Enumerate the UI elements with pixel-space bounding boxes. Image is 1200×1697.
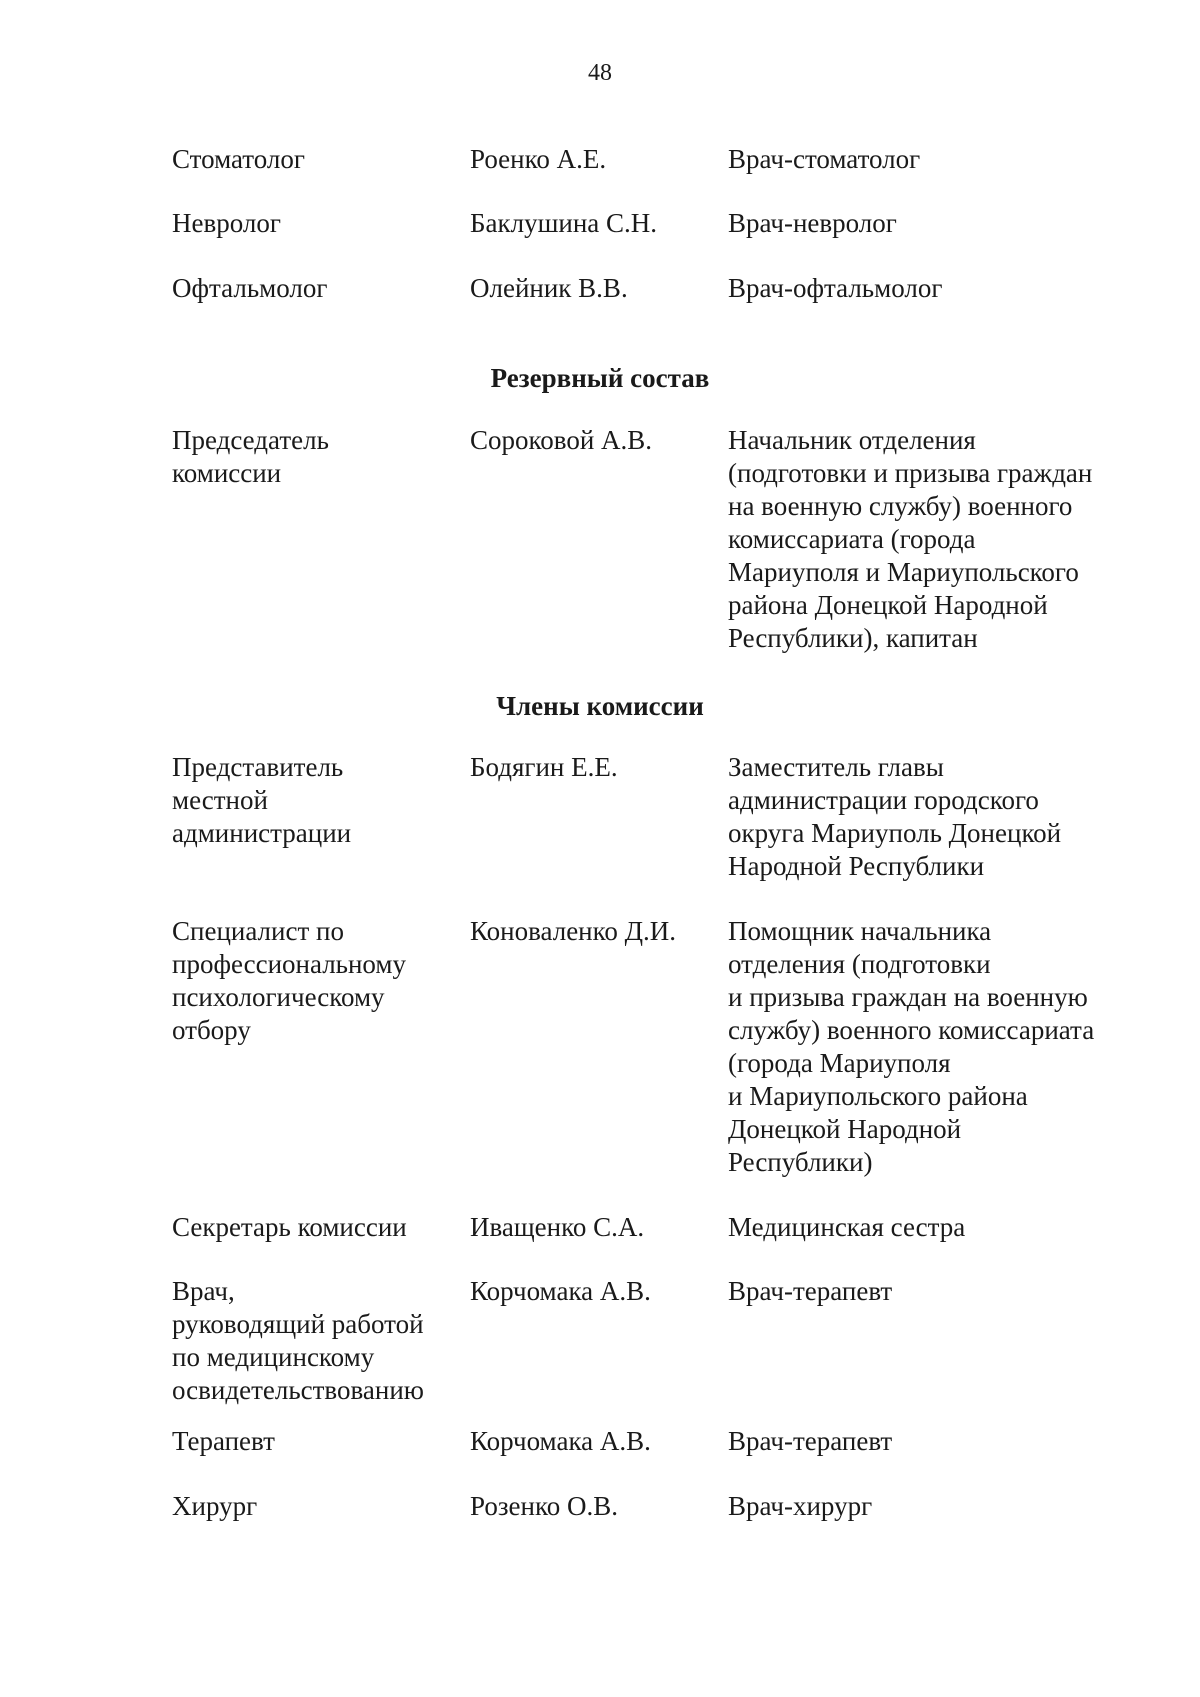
role-cell: Офтальмолог	[172, 273, 328, 303]
role-cell: Невролог	[172, 208, 281, 238]
name-cell: Корчомака А.В.	[470, 1426, 651, 1456]
name-cell: Сороковой А.В.	[470, 425, 653, 455]
position-cell: Врач-невролог	[728, 208, 897, 238]
name-cell: Иващенко С.А.	[470, 1212, 645, 1242]
position-cell: Врач-офтальмолог	[728, 273, 943, 303]
page-number: 48	[588, 60, 612, 86]
name-cell: Розенко О.В.	[470, 1491, 618, 1521]
name-cell: Олейник В.В.	[470, 273, 628, 303]
position-cell: Врач-хирург	[728, 1491, 873, 1521]
name-cell: Корчомака А.В.	[470, 1276, 651, 1306]
name-cell: Бодягин Е.Е.	[470, 752, 618, 782]
role-cell: Врач, руководящий работой по медицинскому освидетельствованию	[172, 1276, 424, 1405]
position-cell: Помощник начальника отделения (подготовки и призыва граждан на военную службу) военного комиссариата (города Мариуполя и Мариупольского района Донецкой Народной Республики)	[728, 916, 1095, 1177]
position-cell: Врач-терапевт	[728, 1276, 893, 1306]
role-cell: Терапевт	[172, 1426, 275, 1456]
position-cell: Заместитель главы администрации городского округа Мариуполь Донецкой Народной Республики	[728, 752, 1062, 881]
section-heading-members: Члены комиссии	[496, 691, 704, 721]
position-cell: Начальник отделения (подготовки и призыва граждан на военную службу) военного комиссариата (города Мариуполя и Мариупольского района Донецкой Народной Республики), капитан	[728, 425, 1093, 653]
role-cell: Председатель комиссии	[172, 425, 329, 488]
role-cell: Представитель местной администрации	[172, 752, 352, 848]
name-cell: Баклушина С.Н.	[470, 208, 658, 238]
position-cell: Врач-терапевт	[728, 1426, 893, 1456]
role-cell: Хирург	[172, 1491, 258, 1521]
name-cell: Коноваленко Д.И.	[470, 916, 677, 946]
section-heading-reserve: Резервный состав	[490, 363, 710, 393]
position-cell: Медицинская сестра	[728, 1212, 966, 1242]
role-cell: Стоматолог	[172, 144, 305, 174]
role-cell: Специалист по профессиональному психологическому отбору	[172, 916, 406, 1045]
position-cell: Врач-стоматолог	[728, 144, 921, 174]
name-cell: Роенко А.Е.	[470, 144, 607, 174]
role-cell: Секретарь комиссии	[172, 1212, 407, 1242]
